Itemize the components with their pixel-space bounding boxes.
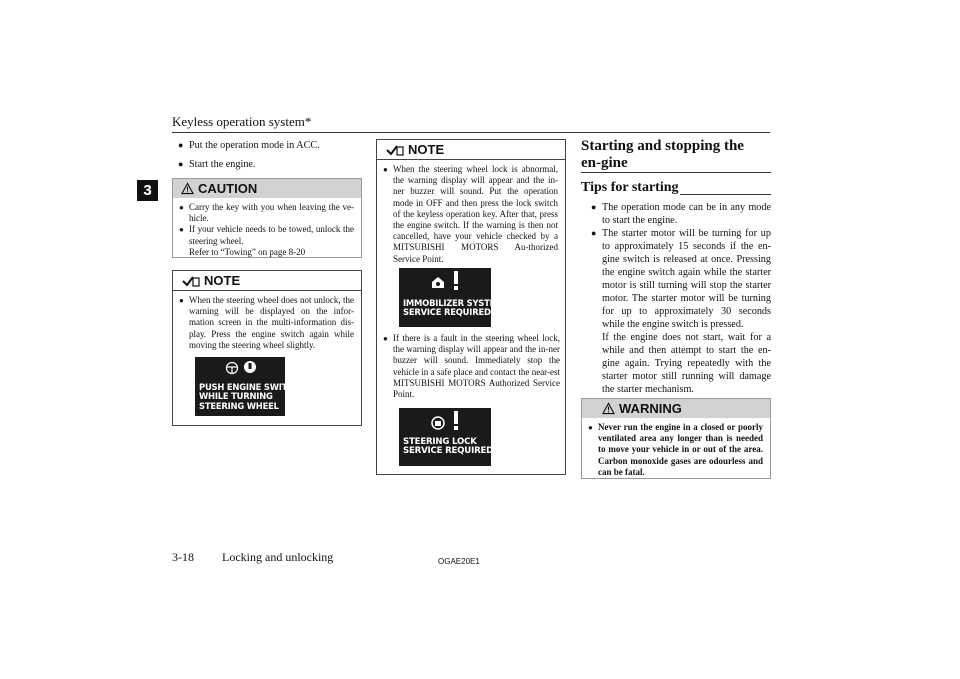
bullet-icon: ● [179,203,184,212]
warning-label: WARNING [619,401,682,416]
header-rule [172,132,770,133]
paragraph: If the engine does not start, wait for a while and then attempt to start the en-gine again. Trying repeatedly with the starter motor still running will damage the starter mechanism. [602,332,771,395]
note-header [173,271,361,291]
exclamation-icon [453,271,459,291]
footer-section: Locking and unlocking [222,550,334,564]
list-item: ● The starter motor will be turning for up to approximately 15 seconds if the en-gine switch is released at once. Pressing the engine switch again while the starter motor is still turning will stop the starter motor. The starter motor will be turning for up to approximately 30 seconds while the engine switch is pressed. [591,228,771,330]
warning-triangle-icon [181,182,194,195]
bullet-icon: ● [591,202,597,212]
warning-triangle-icon [602,402,615,415]
note-check-icon [385,143,405,157]
column-1 [178,139,362,171]
column-3 [591,201,771,396]
note-check-icon [181,274,201,288]
bullet-icon: ● [179,296,184,305]
steering-lock-icon [429,414,447,430]
warning-box [581,398,771,479]
bullet-icon: ● [588,423,593,432]
steering-wheel-icon [225,361,239,375]
caution-label: CAUTION [198,181,258,196]
page-number: 3-18 [172,550,194,564]
subsection-rule [680,194,771,195]
list-item: ● When the steering wheel does not unlock, the warning will be displayed on the infor-mation screen in the multi-information dis-play. Press the engine switch again while moving the steering wheel slightly. [179,295,354,350]
note-label: NOTE [204,273,241,288]
list-item: ● Never run the engine in a closed or poorly ventilated area any longer than is needed to move your vehicle in or out of the area. Carbon monoxide gases are odourless and can be fatal. [588,422,763,477]
caution-box [172,178,362,258]
bullet-icon: ● [179,225,184,235]
section-rule [581,172,771,173]
list-item: ● Carry the key with you when leaving the ve-hicle. [179,202,354,224]
immobilizer-key-icon [429,274,447,290]
bullet-icon: ● [383,165,388,174]
bullet-icon: ● [591,228,597,238]
push-engine-switch-display: PUSH ENGINE SWITCH WHILE TURNING STEERING WHEEL [195,357,285,416]
note-header [377,140,565,160]
immobilizer-service-display: IMMOBILIZER SYSTEM SERVICE REQUIRED [399,268,491,327]
document-code: OGAE20E1 [438,557,480,566]
note-continued [383,333,560,400]
bullet-icon: ● [178,159,184,169]
bullet-icon: ● [383,334,388,343]
caution-header [173,179,361,198]
exclamation-icon [453,411,459,431]
running-header: Keyless operation system* [172,114,312,129]
list-item: ● Start the engine. [178,159,256,170]
steering-lock-service-display: STEERING LOCK SERVICE REQUIRED [399,408,491,466]
chapter-tab: 3 [137,180,158,201]
cross-reference: Refer to “Towing” on page 8-20 [189,246,306,257]
subsection-title: Tips for starting [581,180,679,195]
note-label: NOTE [408,142,445,157]
bullet-icon: ● [178,140,184,150]
section-title: Starting and stopping the en-gine [581,138,744,171]
list-item: ● If your vehicle needs to be towed, unlock the steering wheel. Refer to “Towing” on page 8-20 [179,224,354,257]
warning-header [582,399,770,418]
list-item: ● When the steering wheel lock is abnormal, the warning display will appear and the in-ner buzzer will sound. Put the operation mode in OFF and then press the lock switch of the keyless operation key. After that, press the engine switch. If the warning is then not cancelled, have your vehicle checked by a MITSUBISHI MOTORS Au-thorized Service Point. [383,164,558,264]
key-icon [243,360,257,375]
list-item: ● Put the operation mode in ACC. [178,140,320,151]
list-item: ● If there is a fault in the steering wheel lock, the warning display will appear and the in-ner buzzer will sound. Immediately stop the vehicle in a safe place and contact the near-est MITSUBISHI MOTORS Authorized Service Point. [383,333,560,400]
list-item: ● The operation mode can be in any mode to start the engine. [591,202,771,226]
